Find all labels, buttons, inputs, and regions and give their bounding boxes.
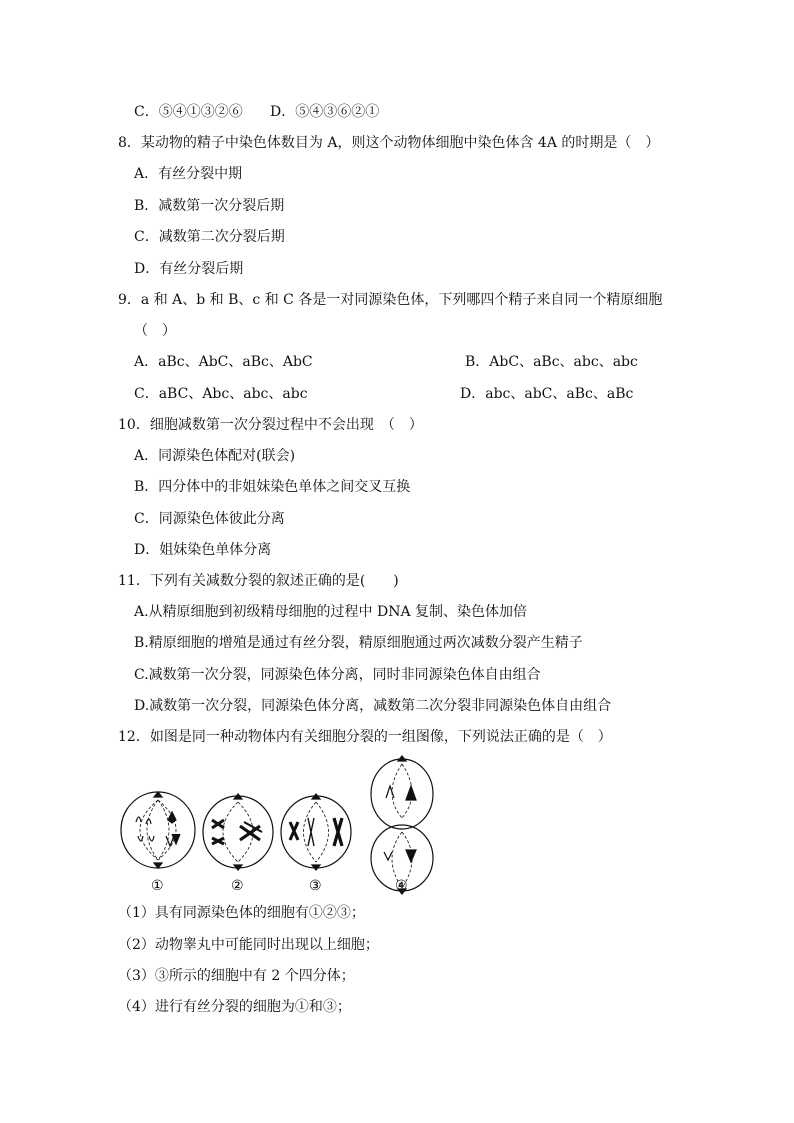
q8-option-c: C．减数第二次分裂后期 (134, 229, 285, 245)
q7-option-d: D．⑤④③⑥②① (270, 104, 380, 120)
q12-statement-4: （4）进行有丝分裂的细胞为①和③； (118, 999, 351, 1015)
q10-option-c: C．同源染色体彼此分离 (134, 511, 285, 527)
cell-label-2: ② (231, 878, 244, 894)
cell-division-figure (116, 752, 446, 897)
q12-stem: 12．如图是同一种动物体内有关细胞分裂的一组图像，下列说法正确的是（ ） (118, 729, 612, 745)
q9-stem: 9．a 和 A、b 和 B、c 和 C 各是一对同源染色体，下列哪四个精子来自同一个精原细胞 (118, 292, 663, 308)
cell-4-diagram (371, 756, 433, 894)
q9-option-a: A．aBc、AbC、aBc、AbC (134, 354, 313, 370)
cell-label-4: ④ (395, 878, 408, 894)
cell-1-diagram (121, 792, 195, 868)
cell-2-diagram (203, 794, 273, 870)
q9-stem-paren: （ ） (134, 323, 176, 339)
q12-statement-1: （1）具有同源染色体的细胞有①②③； (118, 905, 365, 921)
q8-option-d: D．有丝分裂后期 (134, 261, 244, 277)
q11-option-c: C.减数第一次分裂，同源染色体分离，同时非同源染色体自由组合 (134, 667, 541, 683)
q11-option-a: A.从精原细胞到初级精母细胞的过程中 DNA 复制、染色体加倍 (134, 604, 528, 620)
q12-statement-3: （3）③所示的细胞中有 2 个四分体； (118, 968, 355, 984)
q10-stem: 10．细胞减数第一次分裂过程中不会出现 （ ） (118, 417, 423, 433)
q11-stem: 11．下列有关减数分裂的叙述正确的是( ) (118, 573, 399, 589)
q12-statement-2: （2）动物睾丸中可能同时出现以上细胞； (118, 937, 379, 953)
cell-3-diagram (281, 794, 351, 870)
q9-option-d: D．abc、abC、aBc、aBc (460, 386, 634, 402)
q9-option-b: B．AbC、aBc、abc、abc (465, 354, 638, 370)
q11-option-d: D.减数第一次分裂，同源染色体分离，减数第二次分裂非同源染色体自由组合 (134, 698, 612, 714)
q8-option-b: B．减数第一次分裂后期 (134, 198, 285, 214)
q8-stem: 8．某动物的精子中染色体数目为 A，则这个动物体细胞中染色体含 4A 的时期是（ ） (118, 135, 660, 151)
q10-option-a: A．同源染色体配对(联会) (134, 448, 296, 464)
cell-label-1: ① (151, 878, 164, 894)
q9-option-c: C．aBC、Abc、abc、abc (134, 386, 308, 402)
q8-option-a: A．有丝分裂中期 (134, 166, 243, 182)
q10-option-b: B．四分体中的非姐妹染色单体之间交叉互换 (134, 479, 411, 495)
q7-option-c: C．⑤④①③②⑥ (134, 104, 243, 120)
q11-option-b: B.精原细胞的增殖是通过有丝分裂，精原细胞通过两次减数分裂产生精子 (134, 635, 583, 651)
q10-option-d: D．姐妹染色单体分离 (134, 542, 272, 558)
cell-label-3: ③ (309, 878, 322, 894)
